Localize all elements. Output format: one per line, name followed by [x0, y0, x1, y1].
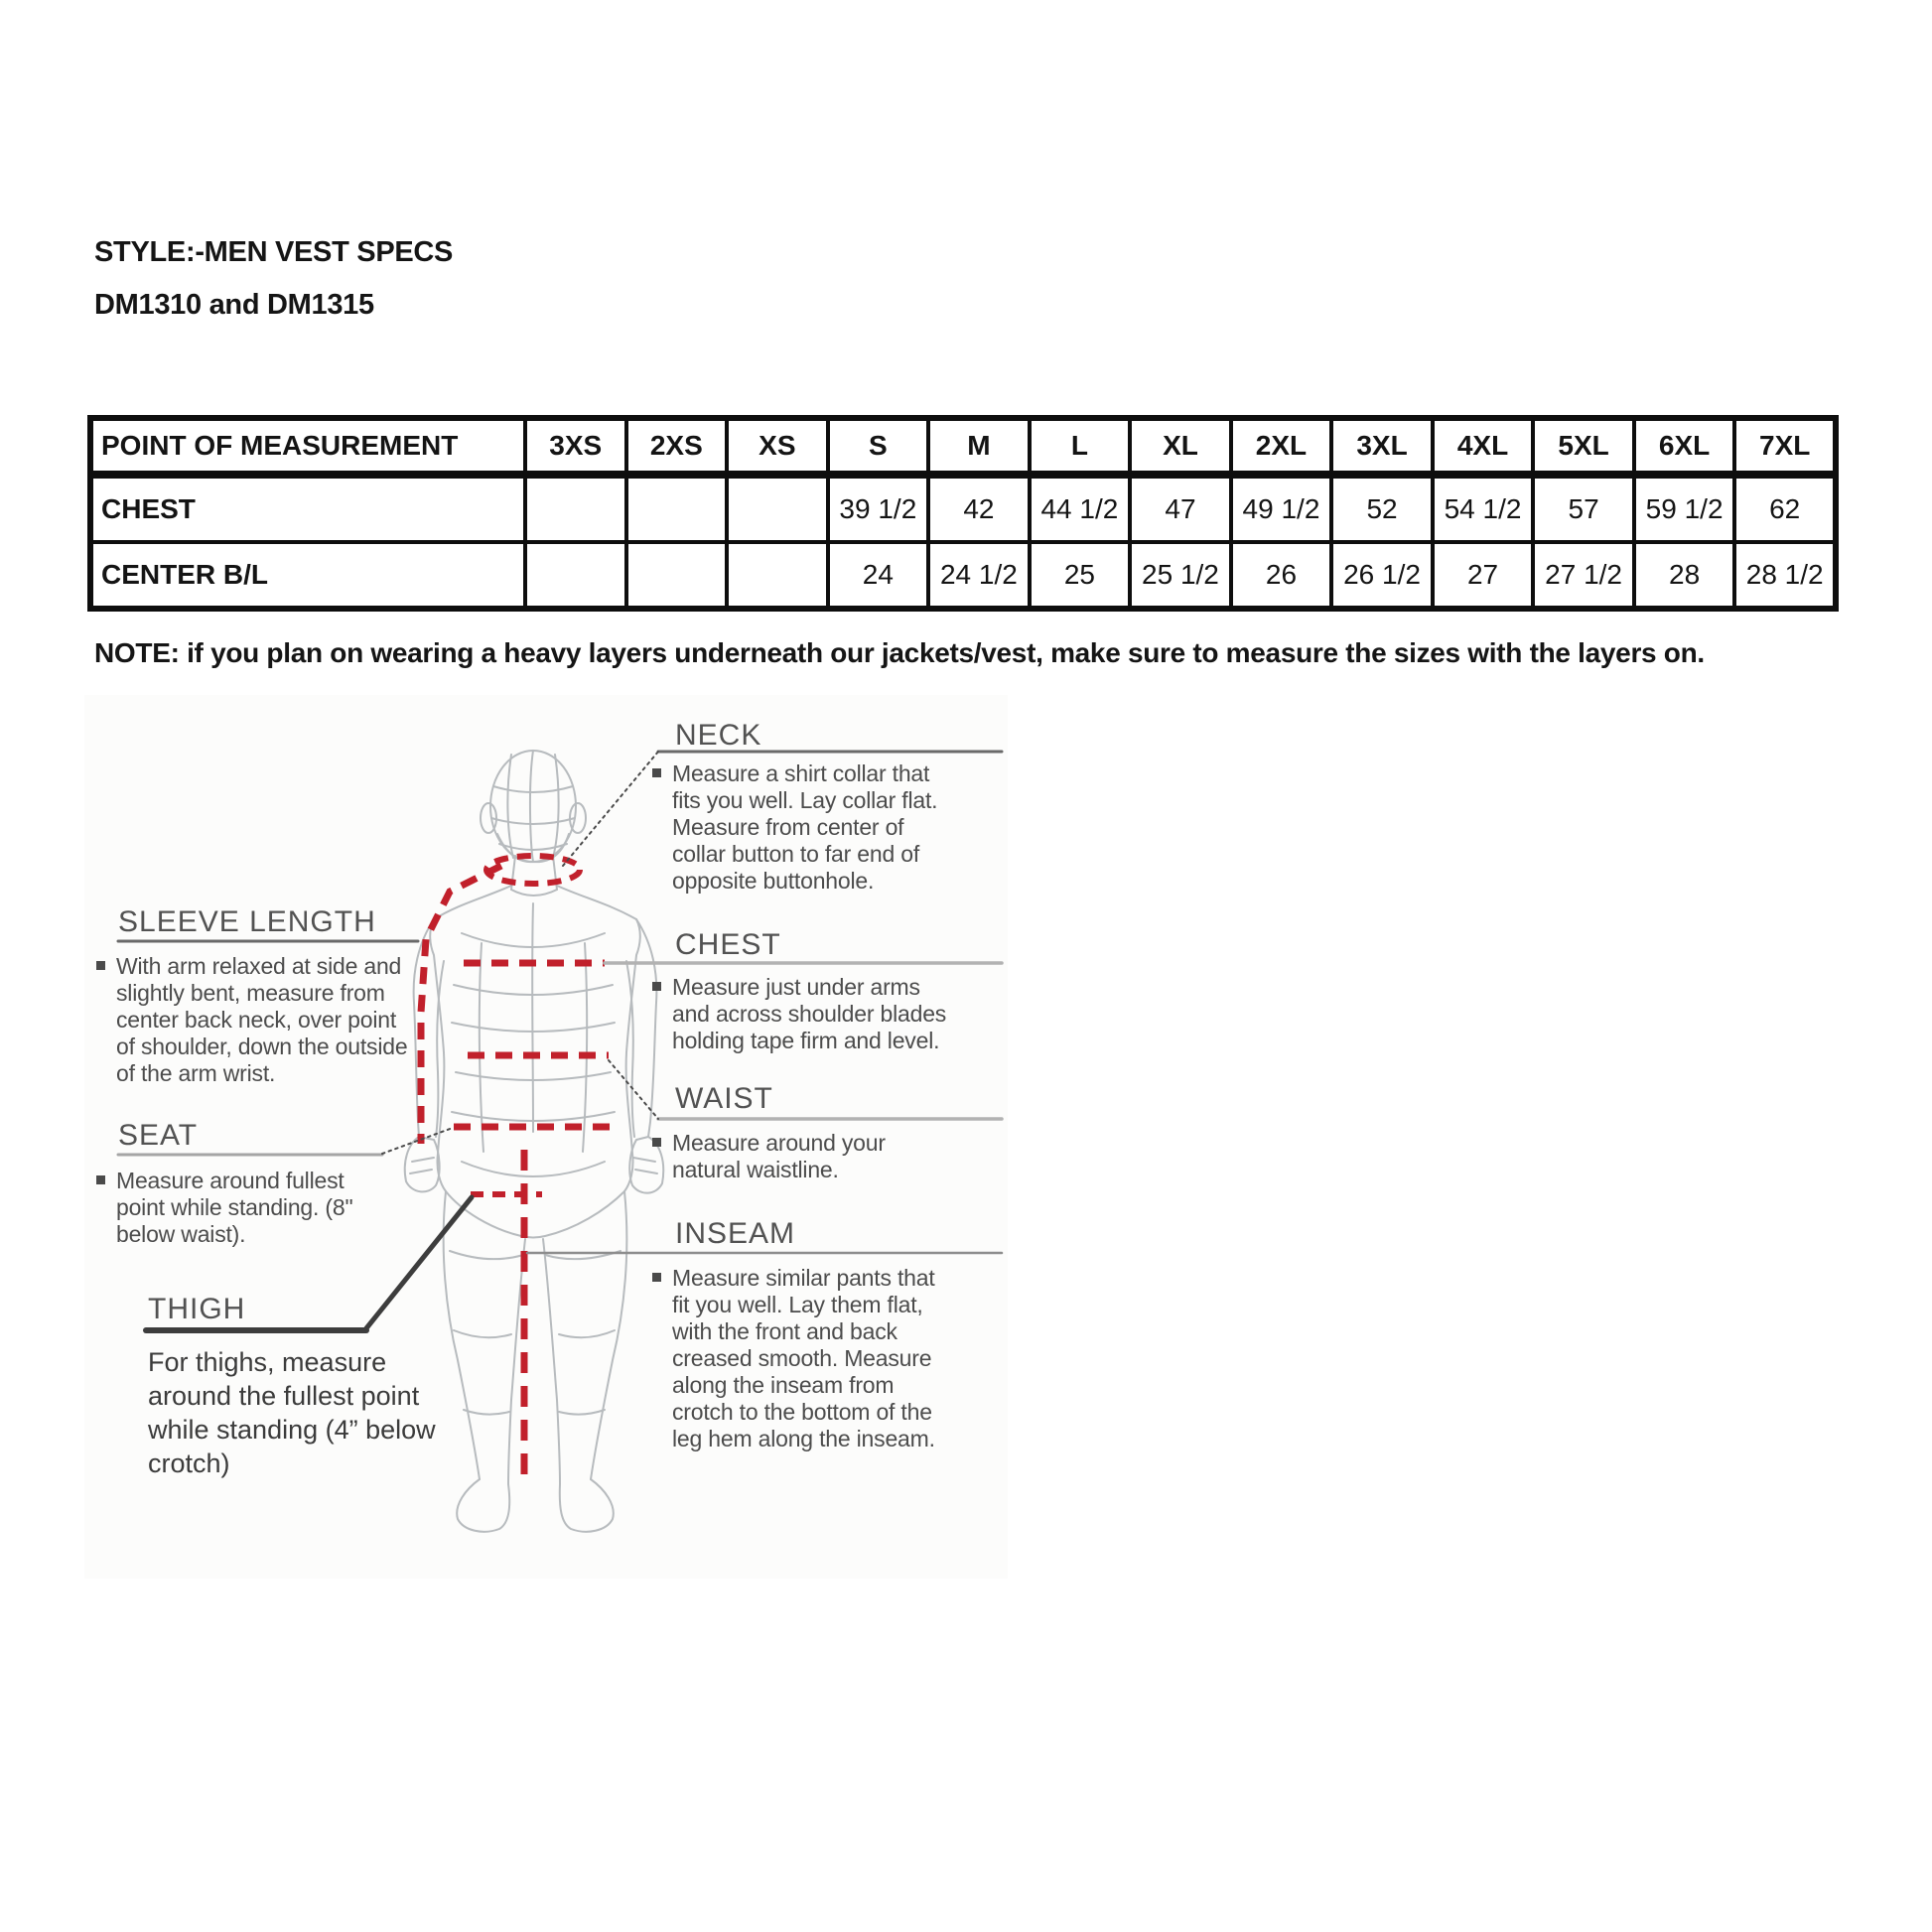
thigh-section-title: THIGH	[148, 1293, 246, 1325]
page-title: STYLE:-MEN VEST SPECS	[94, 236, 454, 268]
column-header: 6XL	[1634, 418, 1735, 475]
waist-section-text	[652, 1130, 912, 1183]
column-header: 4XL	[1433, 418, 1534, 475]
table-row-center-bl	[90, 542, 1836, 609]
bullet-icon	[96, 961, 105, 970]
table-cell: 26	[1231, 542, 1332, 609]
table-cell: 42	[928, 475, 1030, 542]
table-cell: 54 1/2	[1433, 475, 1534, 542]
table-cell: 62	[1734, 475, 1836, 542]
thigh-section-text	[148, 1345, 476, 1480]
neck-connector	[563, 752, 658, 866]
table-cell: 59 1/2	[1634, 475, 1735, 542]
table-cell	[626, 475, 728, 542]
bullet-icon	[652, 1138, 661, 1147]
column-header: XL	[1130, 418, 1231, 475]
thigh-instructions: For thighs, measure around the fullest point while standing (4” below crotch)	[148, 1347, 436, 1478]
seat-section-text	[96, 1168, 366, 1248]
table-cell: 25 1/2	[1130, 542, 1231, 609]
size-table	[87, 415, 1839, 612]
table-cell: 49 1/2	[1231, 475, 1332, 542]
table-row-chest	[90, 475, 1836, 542]
seat-connector	[382, 1128, 453, 1154]
model-numbers: DM1310 and DM1315	[94, 289, 374, 321]
table-cell: 24 1/2	[928, 542, 1030, 609]
table-cell	[727, 542, 828, 609]
table-cell: 44 1/2	[1030, 475, 1131, 542]
table-cell: 57	[1533, 475, 1634, 542]
table-cell: 28	[1634, 542, 1735, 609]
sleeve-section-text	[96, 953, 416, 1087]
table-cell: 52	[1331, 475, 1433, 542]
table-cell: 28 1/2	[1734, 542, 1836, 609]
chest-section-title: CHEST	[675, 928, 781, 961]
thigh-connector	[366, 1197, 472, 1328]
column-header: S	[828, 418, 929, 475]
sleeve-measure-line	[421, 866, 501, 1144]
table-cell	[626, 542, 728, 609]
sleeve-instructions: With arm relaxed at side and slightly bent, measure from center back neck, over point of shoulder, down the outside of the arm wrist.	[116, 953, 408, 1086]
column-header: XS	[727, 418, 828, 475]
table-cell: 24	[828, 542, 929, 609]
column-header: L	[1030, 418, 1131, 475]
table-cell: 27	[1433, 542, 1534, 609]
inseam-section-text	[652, 1265, 952, 1452]
inseam-section-title: INSEAM	[675, 1217, 796, 1250]
neck-section-text	[652, 760, 950, 895]
chest-instructions: Measure just under arms and across shoulder blades holding tape firm and level.	[672, 974, 947, 1053]
table-cell: 25	[1030, 542, 1131, 609]
title-block	[94, 238, 453, 320]
column-header: 3XS	[525, 418, 626, 475]
table-cell	[525, 542, 626, 609]
column-header: POINT OF MEASUREMENT	[90, 418, 525, 475]
table-cell: 26 1/2	[1331, 542, 1433, 609]
table-cell: 39 1/2	[828, 475, 929, 542]
seat-instructions: Measure around fullest point while standing. (8" below waist).	[116, 1168, 353, 1247]
row-label: CHEST	[90, 475, 525, 542]
inseam-instructions: Measure similar pants that fit you well. Lay them flat, with the front and back creased smooth. Measure along the inseam from crotch to the bottom of the leg hem along the inseam.	[672, 1265, 935, 1451]
column-header: M	[928, 418, 1030, 475]
bullet-icon	[652, 982, 661, 991]
waist-section-title: WAIST	[675, 1082, 773, 1115]
table-cell: 47	[1130, 475, 1231, 542]
table-cell	[727, 475, 828, 542]
column-header: 2XS	[626, 418, 728, 475]
column-header: 2XL	[1231, 418, 1332, 475]
row-label: CENTER B/L	[90, 542, 525, 609]
bullet-icon	[96, 1175, 105, 1184]
seat-section-title: SEAT	[118, 1119, 199, 1152]
size-table-header-row	[90, 418, 1836, 475]
neck-section-title: NECK	[675, 719, 762, 752]
table-cell: 27 1/2	[1533, 542, 1634, 609]
chest-section-text	[652, 974, 952, 1054]
sleeve-section-title: SLEEVE LENGTH	[118, 905, 376, 938]
table-cell	[525, 475, 626, 542]
neck-instructions: Measure a shirt collar that fits you well. Lay collar flat. Measure from center of collar button to far end of opposite buttonhole.	[672, 760, 938, 894]
waist-instructions: Measure around your natural waistline.	[672, 1130, 886, 1182]
measurement-diagram	[84, 695, 1008, 1579]
note-text: NOTE: if you plan on wearing a heavy layers underneath our jackets/vest, make sure to measure the sizes with the layers on.	[94, 637, 1705, 668]
bullet-icon	[652, 768, 661, 777]
column-header: 3XL	[1331, 418, 1433, 475]
column-header: 5XL	[1533, 418, 1634, 475]
column-header: 7XL	[1734, 418, 1836, 475]
bullet-icon	[652, 1273, 661, 1282]
